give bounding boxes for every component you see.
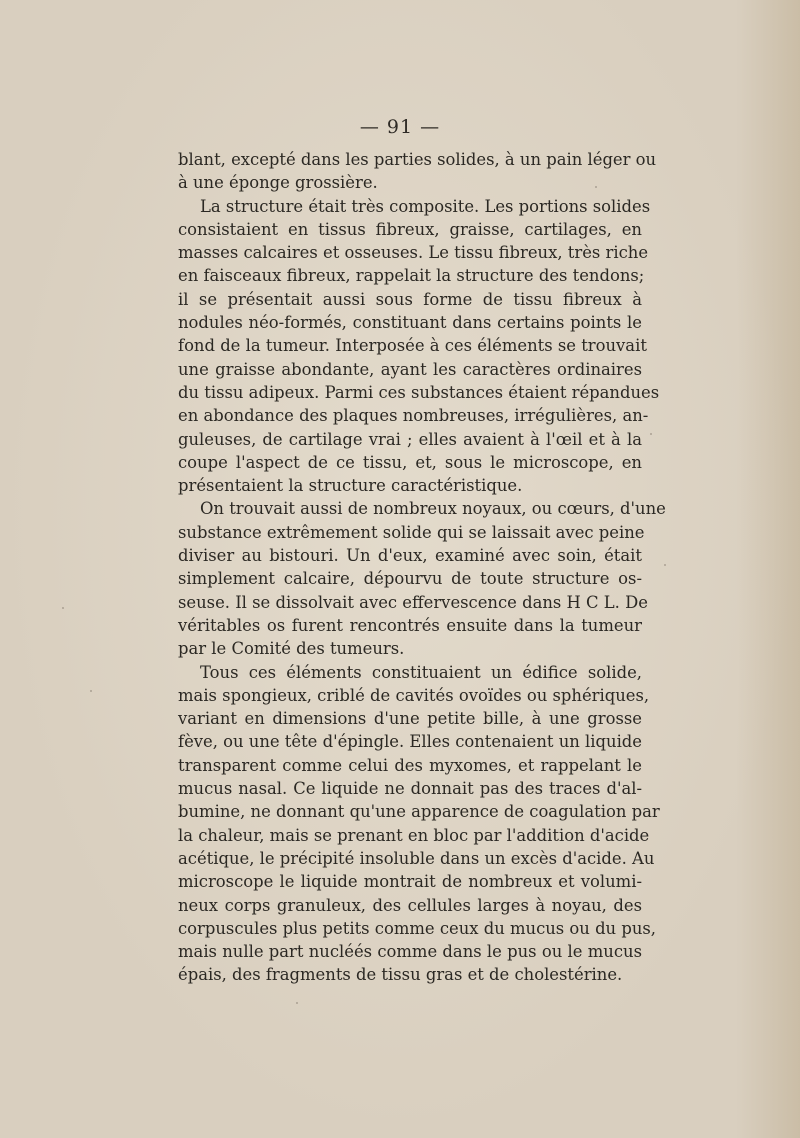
text-line: neux corps granuleux, des cellules larges à noyau, des	[178, 895, 642, 915]
text-line: une graisse abondante, ayant les caractères ordinaires	[178, 359, 642, 379]
text-line: simplement calcaire, dépourvu de toute structure os-	[178, 569, 642, 589]
text-line: guleuses, de cartilage vrai ; elles avaient à l'œil et à la	[178, 429, 642, 449]
text-line: substance extrêmement solide qui se laissait avec peine	[178, 522, 645, 542]
text-line: mais spongieux, criblé de cavités ovoïdes ou sphériques,	[178, 685, 650, 705]
text-line: à une éponge grossière.	[178, 173, 378, 193]
text-line: bumine, ne donnant qu'une apparence de coagulation par	[178, 802, 660, 822]
paper-speck	[90, 690, 92, 692]
text-line: Tous ces éléments constituaient un édifice solide,	[200, 662, 642, 682]
text-line: acétique, le précipité insoluble dans un excès d'acide. Au	[178, 848, 655, 868]
text-line: La structure était très composite. Les portions solides	[200, 196, 651, 216]
text-line: mucus nasal. Ce liquide ne donnait pas des traces d'al-	[178, 779, 642, 799]
text-line: masses calcaires et osseuses. Le tissu fibreux, très riche	[178, 243, 649, 263]
text-line: seuse. Il se dissolvait avec effervescence dans H C L. De	[178, 592, 648, 612]
text-line: coupe l'aspect de ce tissu, et, sous le microscope, en	[178, 452, 642, 472]
text-line: épais, des fragments de tissu gras et de cholestérine.	[178, 965, 623, 985]
text-line: On trouvait aussi de nombreux noyaux, ou cœurs, d'une	[200, 499, 666, 519]
text-line: en faisceaux fibreux, rappelait la structure des tendons;	[178, 266, 645, 286]
paper-speck	[296, 1002, 298, 1004]
paper-speck	[595, 186, 597, 188]
text-line: il se présentait aussi sous forme de tissu fibreux à	[178, 289, 642, 309]
text-line: en abondance des plaques nombreuses, irrégulières, an-	[178, 406, 649, 426]
body-text	[178, 148, 666, 987]
paper-speck	[664, 564, 666, 566]
text-line: nodules néo-formés, constituant dans certains points le	[178, 313, 642, 333]
paper-speck	[650, 433, 652, 435]
text-line: la chaleur, mais se prenant en bloc par l'addition d'acide	[178, 825, 650, 845]
text-line: variant en dimensions d'une petite bille, à une grosse	[178, 709, 642, 729]
text-line: consistaient en tissus fibreux, graisse, cartilages, en	[178, 219, 642, 239]
paper-speck	[62, 607, 64, 609]
text-line: mais nulle part nucléés comme dans le pus ou le mucus	[178, 942, 642, 962]
text-line: fève, ou une tête d'épingle. Elles contenaient un liquide	[178, 732, 643, 752]
text-line: fond de la tumeur. Interposée à ces éléments se trouvait	[178, 336, 647, 356]
text-line: du tissu adipeux. Parmi ces substances étaient répandues	[178, 382, 660, 402]
text-line: présentaient la structure caractéristique.	[178, 476, 523, 496]
text-line: microscope le liquide montrait de nombreux et volumi-	[178, 872, 642, 892]
text-line: par le Comité des tumeurs.	[178, 639, 405, 659]
text-line: transparent comme celui des myxomes, et rappelant le	[178, 755, 642, 775]
text-line: véritables os furent rencontrés ensuite dans la tumeur	[178, 615, 642, 635]
text-line: diviser au bistouri. Un d'eux, examiné avec soin, était	[178, 546, 642, 566]
page-number: — 91 —	[359, 116, 441, 138]
text-line: blant, excepté dans les parties solides, à un pain léger ou	[178, 150, 657, 169]
text-line: corpuscules plus petits comme ceux du mucus ou du pus,	[178, 918, 656, 938]
